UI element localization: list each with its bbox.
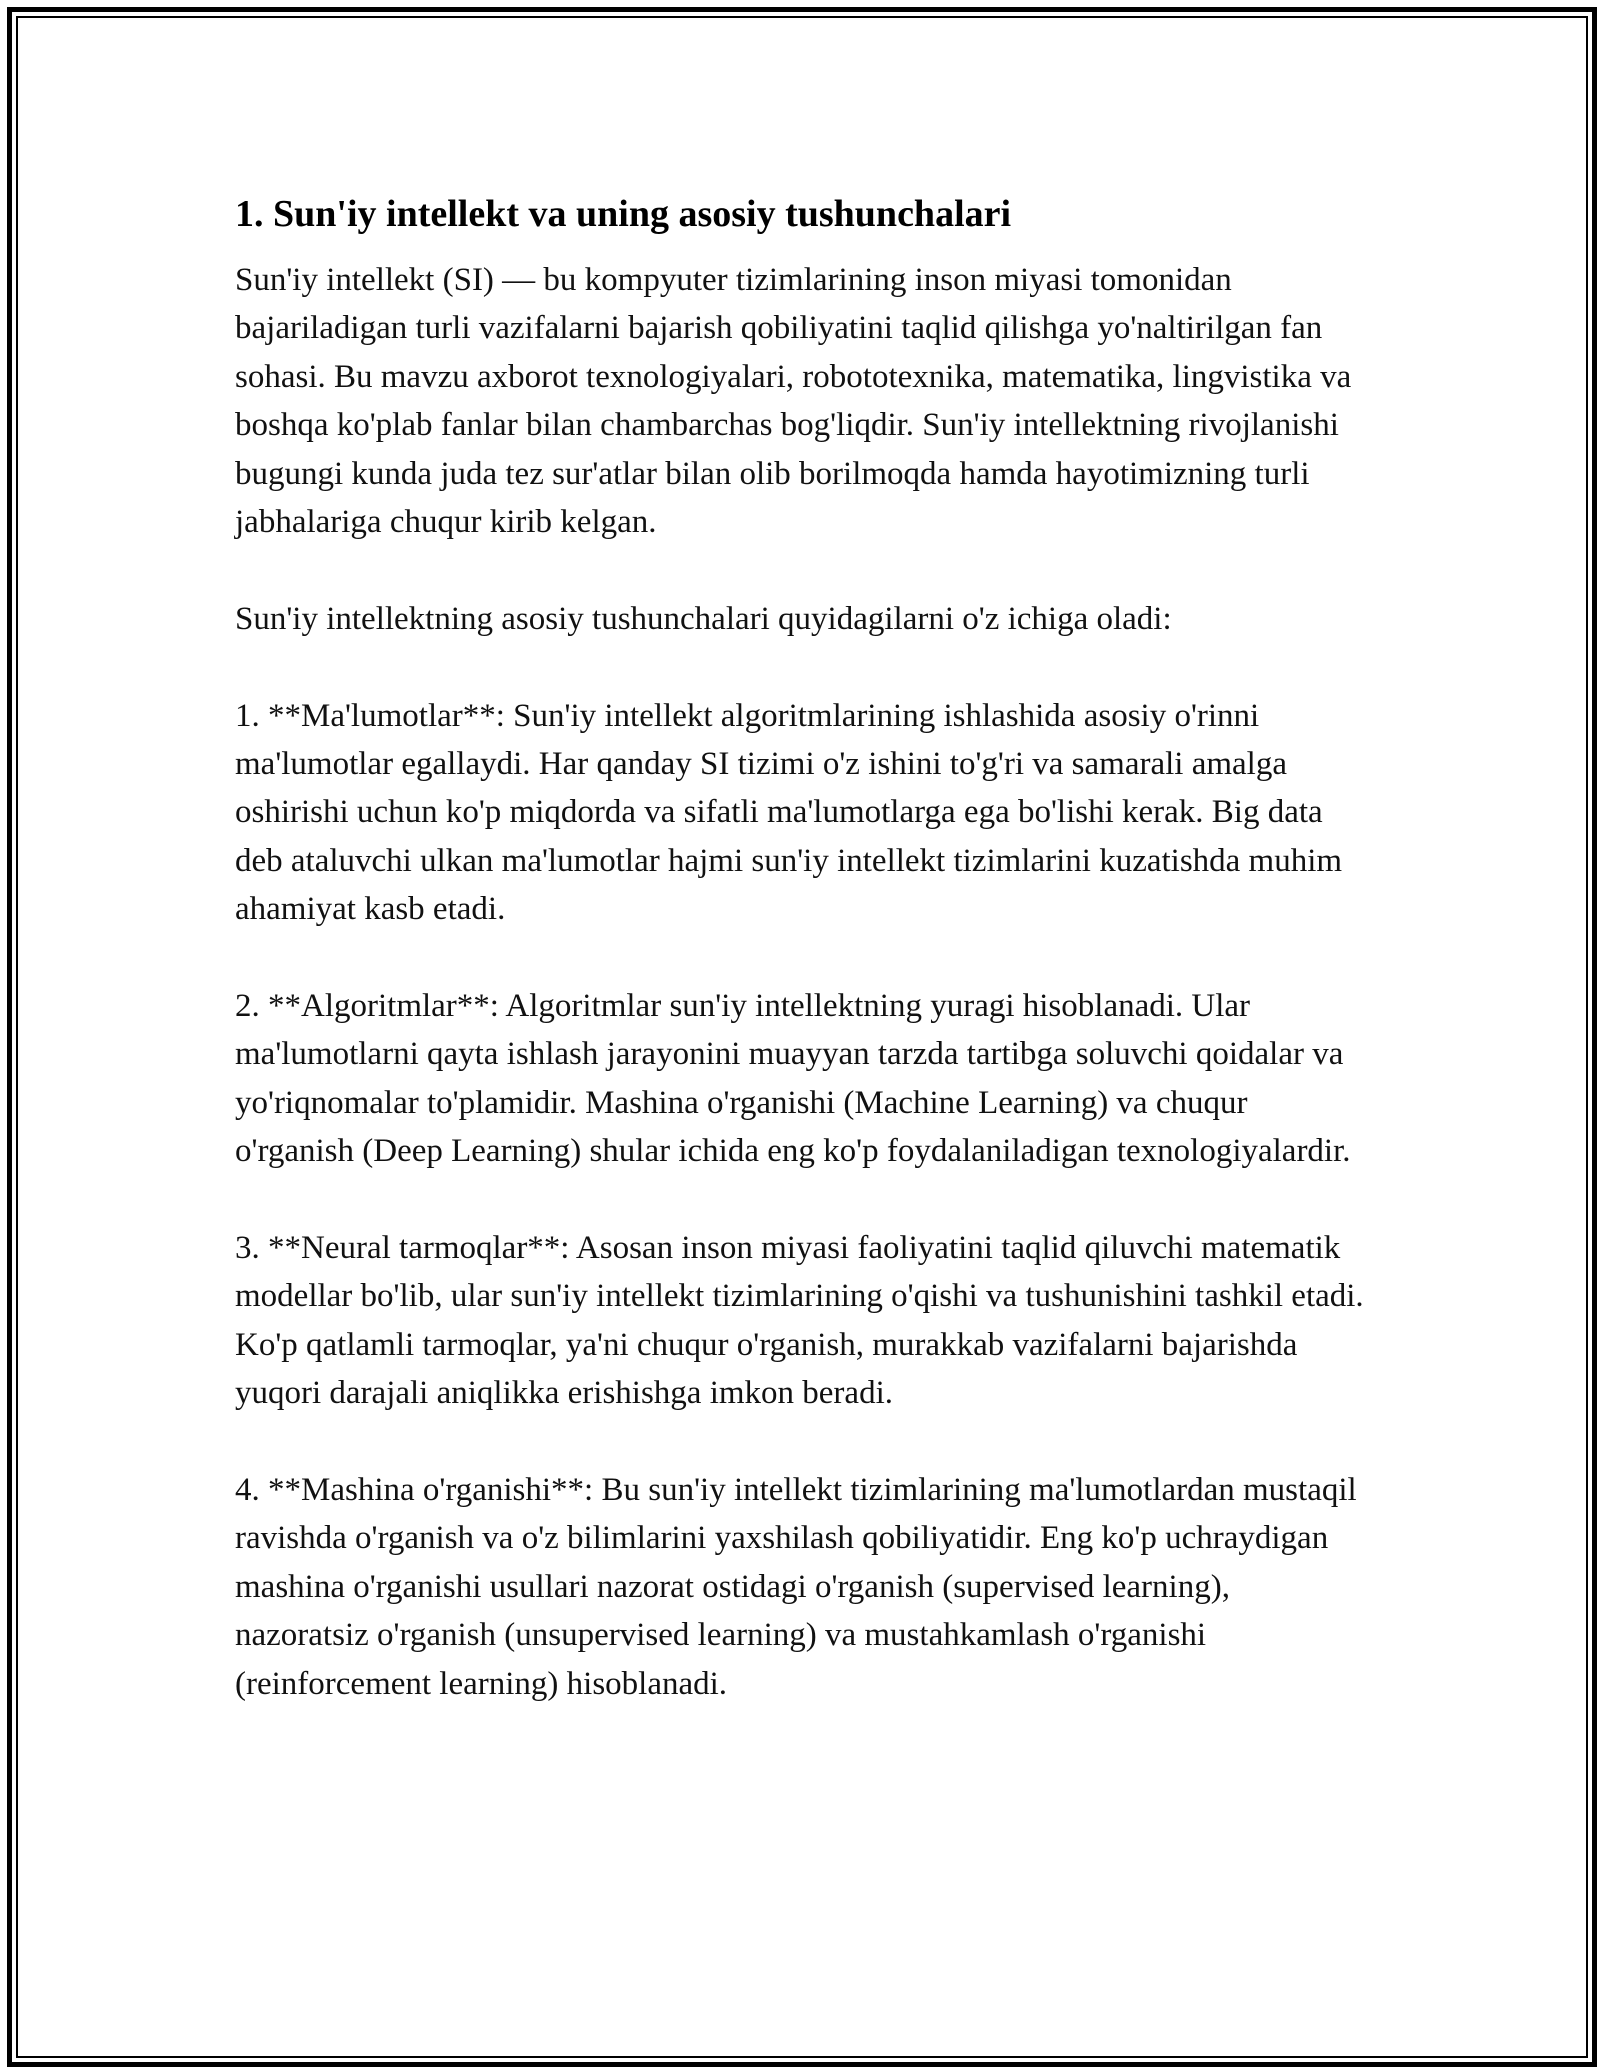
list-item-algorithms: 2. **Algoritmlar**: Algoritmlar sun'iy intellektning yuragi hisoblanadi. Ular ma'lumotlarni qayta ishlash jarayonini muayyan tarzda tartibga soluvchi qoidalar va yo'riqnomalar to'plamidir. Mashina o'rganishi (Machine Learning) va chuqur o'rganish (Deep Learning) shular ichida eng ko'p foydalaniladigan texnologiyalardir.	[235, 988, 1351, 1170]
list-item-machine-learning: 4. **Mashina o'rganishi**: Bu sun'iy intellekt tizimlarining ma'lumotlardan mustaqil ravishda o'rganish va o'z bilimlarini yaxshilash qobiliyatidir. Eng ko'p uchraydigan mashina o'rganishi usullari nazorat ostidagi o'rganish (supervised learning), nazoratsiz o'rganish (unsupervised learning) va mustahkamlash o'rganishi (reinforcement learning) hisoblanadi.	[235, 1472, 1357, 1702]
list-item-neural-networks: 3. **Neural tarmoqlar**: Asosan inson miyasi faoliyatini taqlid qiluvchi matematik modellar bo'lib, ular sun'iy intellekt tizimlarining o'qishi va tushunishini tashkil etadi. Ko'p qatlamli tarmoqlar, ya'ni chuqur o'rganish, murakkab vazifalarni bajarishda yuqori darajali aniqlikka erishishga imkon beradi.	[235, 1230, 1364, 1412]
lead-in-paragraph: Sun'iy intellektning asosiy tushunchalari quyidagilarni o'z ichiga oladi:	[235, 600, 1172, 637]
intro-paragraph: Sun'iy intellekt (SI) — bu kompyuter tizimlarining inson miyasi tomonidan bajariladigan turli vazifalarni bajarish qobiliyatini taqlid qilishga yo'naltirilgan fan sohasi. Bu mavzu axborot texnologiyalari, robototexnika, matematika, lingvistika va boshqa ko'plab fanlar bilan chambarchas bog'liqdir. Sun'iy intellektning rivojlanishi bugungi kunda juda tez sur'atlar bilan olib borilmoqda hamda hayotimizning turli jabhalariga chuqur kirib kelgan.	[235, 262, 1352, 541]
section-heading: 1. Sun'iy intellekt va uning asosiy tushunchalari	[235, 193, 1012, 235]
document-body	[235, 186, 1370, 1708]
list-item-data: 1. **Ma'lumotlar**: Sun'iy intellekt algoritmlarining ishlashida asosiy o'rinni ma'lumotlar egallaydi. Har qanday SI tizimi o'z ishini to'g'ri va samarali amalga oshirishi uchun ko'p miqdorda va sifatli ma'lumotlarga ega bo'lishi kerak. Big data deb ataluvchi ulkan ma'lumotlar hajmi sun'iy intellekt tizimlarini kuzatishda muhim ahamiyat kasb etadi.	[235, 697, 1343, 928]
